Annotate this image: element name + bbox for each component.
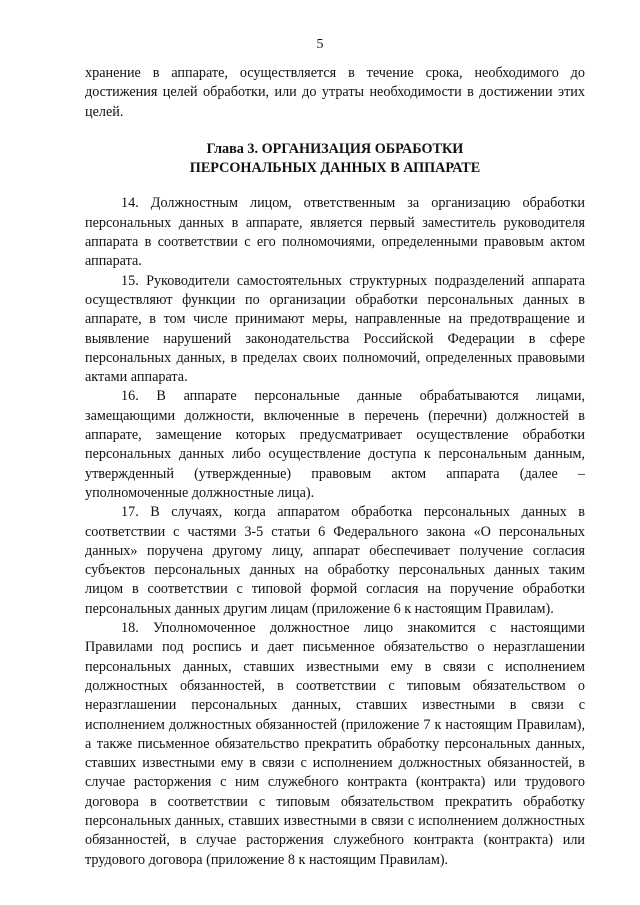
paragraph-18: 18. Уполномоченное должностное лицо знакомится с настоящими Правилами под роспись и дает письменное обязательство о неразглашении персональных данных, ставших известными ему в связи с исполнением должностных обязанностей, в соответствии с типовым обязательством о неразглашении персональных данных, ставших известными в связи с исполнением должностных обязанностей (приложение 7 к настоящим Правилам), а также письменное обязательство прекратить обработку персональных данных, ставших известными ему в связи с исполнением должностных обязанностей, в случае расторжения с ним служебного контракта (контракта) или трудового договора в соответствии с типовым обязательством прекратить обработку персональных данных, ставших известными в связи с исполнением должностных обязанностей, в случае расторжения служебного контракта (контракта) или трудового договора (приложение 8 к настоящим Правилам). bbox=[85, 620, 585, 868]
chapter-heading-line-2: ПЕРСОНАЛЬНЫХ ДАННЫХ В АППАРАТЕ bbox=[189, 160, 481, 177]
paragraph-15: 15. Руководители самостоятельных структурных подразделений аппарата осуществляют функции по организации обработки персональных данных в аппарате, в том числе принимают меры, направленные на предотвращение и выявление нарушений законодательства Российской Федерации в сфере персональных данных, в пределах своих полномочий, определенных правовыми актами аппарата. bbox=[85, 272, 585, 386]
paragraph-14: 14. Должностным лицом, ответственным за организацию обработки персональных данных в аппарате, является первый заместитель руководителя аппарата в соответствии с его полномочиями, определенными правовым актом аппарата. bbox=[85, 195, 585, 270]
document-body bbox=[85, 64, 585, 870]
page-number: 5 bbox=[316, 37, 324, 52]
continuation-paragraph: хранение в аппарате, осуществляется в течение срока, необходимого до достижения целей обработки, или до утраты необходимости в достижении этих целей. bbox=[85, 65, 585, 120]
chapter-heading-line-1: Глава 3. ОРГАНИЗАЦИЯ ОБРАБОТКИ bbox=[206, 140, 464, 157]
chapter-heading bbox=[85, 140, 585, 179]
paragraph-16: 16. В аппарате персональные данные обрабатываются лицами, замещающими должности, включенные в перечень (перечни) должностей в аппарате, замещение которых предусматривает осуществление обработки персональных данных либо осуществление доступа к персональным данным, утвержденный (утвержденные) правовым актом аппарата (далее – уполномоченные должностные лица). bbox=[85, 388, 585, 501]
paragraph-17: 17. В случаях, когда аппаратом обработка персональных данных в соответствии с частями 3-5 статьи 6 Федерального закона «О персональных данных» поручена другому лицу, аппарат обеспечивает получение согласия субъектов персональных данных на обработку персональных данных таким лицом в соответствии с типовой формой согласия на поручение обработки персональных данных другим лицам (приложение 6 к настоящим Правилам). bbox=[85, 504, 585, 617]
